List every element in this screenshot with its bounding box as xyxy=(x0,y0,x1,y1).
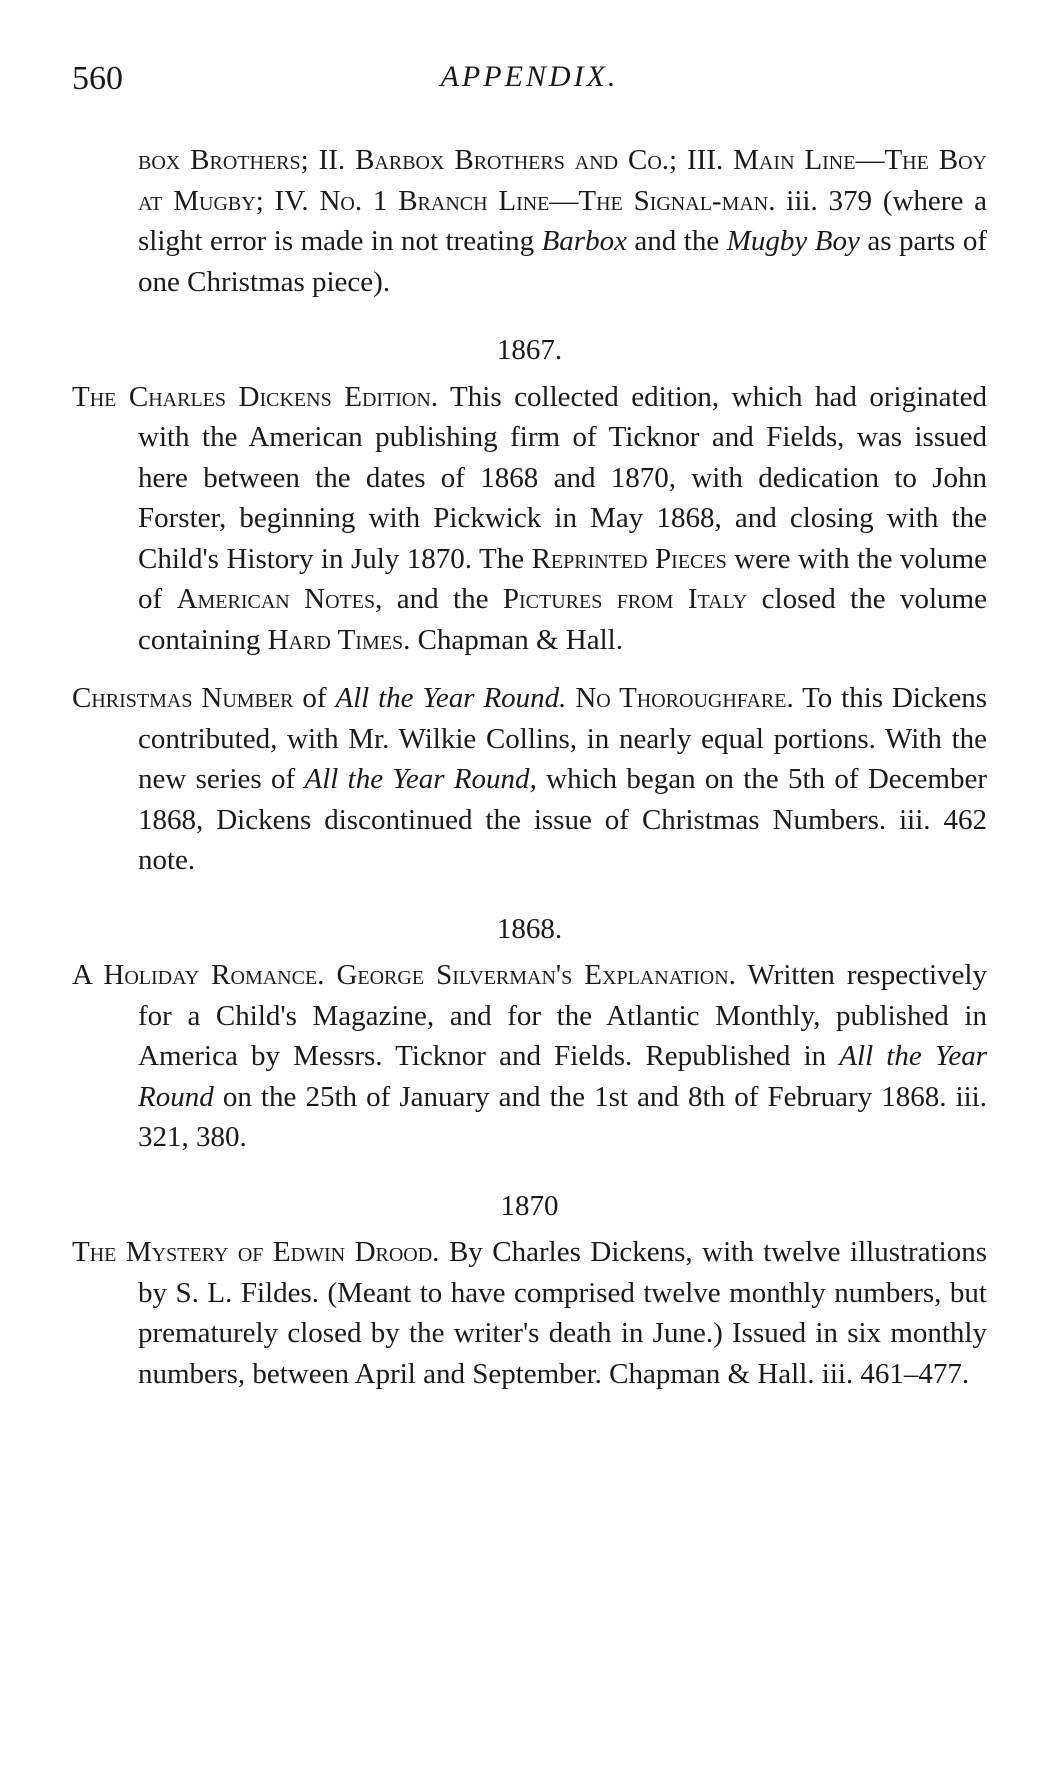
text: of xyxy=(293,682,336,714)
text: and the xyxy=(626,225,727,257)
entry-edwin-drood xyxy=(72,1232,987,1394)
page-number: 560 xyxy=(72,60,123,97)
italic-title: All the Year Round. xyxy=(335,682,567,714)
text: closed the volume containing xyxy=(138,583,987,656)
text: as parts of one Christmas piece). xyxy=(138,225,987,298)
running-head: APPENDIX. xyxy=(440,60,619,93)
text: This collected edition, which had originated with the American publishing firm of Ticknor and Fields, was issued here between the dates of 1868 and 1870, with dedication to John Forster, beginning with Pickwick in May 1868, and closing with the Child's History in July 1870. The xyxy=(138,380,987,575)
continued-titles: box Brothers; II. Barbox Brothers and Co.; III. Main Line—The Boy at Mugby; IV. No. 1 Branch Line—The Signal-man. xyxy=(138,144,987,217)
page-body xyxy=(72,140,987,1412)
entry-christmas-number xyxy=(72,678,987,881)
text: By Charles Dickens, with twelve illustrations by S. L. Fildes. (Meant to have comprised twelve monthly numbers, but prematurely closed by the writer's death in June.) Issued in six monthly numbers, between April and September. Chapman & Hall. iii. 461–477. xyxy=(138,1236,987,1390)
work-title: Reprinted Pieces xyxy=(531,542,727,575)
entry-title: A Holiday Romance. George Silverman's Explanation. xyxy=(72,959,736,991)
text: were with the volume of xyxy=(138,542,987,615)
italic-title: All the Year Round xyxy=(138,1040,987,1113)
text xyxy=(566,682,575,714)
text: . Chapman & Hall. xyxy=(403,623,623,656)
year-heading-1868: 1868. xyxy=(496,912,563,945)
italic-title: Mugby Boy xyxy=(726,225,860,257)
text: , and the xyxy=(375,583,503,615)
year-heading-1867: 1867. xyxy=(496,334,563,366)
entry-charles-dickens-edition xyxy=(72,377,987,661)
work-title: Pictures from Italy xyxy=(502,583,748,615)
text: on the 25th of January and the 1st and 8th of February 1868. iii. 321, 380. xyxy=(138,1080,987,1153)
work-title: American Notes xyxy=(176,583,376,615)
entry-title: The Charles Dickens Edition. xyxy=(72,380,439,413)
entry-title: Christmas Number xyxy=(72,682,294,714)
work-title: Hard Times xyxy=(267,623,404,656)
text: which began on the 5th of December 1868, Dickens discontinued the issue of Christmas Numbers. iii. 462 note. xyxy=(138,763,987,876)
page-header xyxy=(0,60,1059,110)
entry-title: The Mystery of Edwin Drood. xyxy=(72,1236,440,1268)
year-heading-1870: 1870 xyxy=(500,1189,559,1222)
italic-title: Barbox xyxy=(541,225,627,257)
work-title: No Thoroughfare. xyxy=(575,682,794,714)
text: To this Dickens contributed, with Mr. Wilkie Collins, in nearly equal portions. With the new series of xyxy=(138,682,987,795)
italic-title: All the Year Round, xyxy=(304,763,537,795)
text: iii. 379 (where a slight error is made in not treating xyxy=(138,184,987,257)
entry-continuation xyxy=(138,140,987,302)
text: Written respectively for a Child's Magazine, and for the Atlantic Monthly, published in America by Messrs. Ticknor and Fields. Republished in xyxy=(138,959,987,1072)
entry-holiday-romance xyxy=(72,955,987,1158)
